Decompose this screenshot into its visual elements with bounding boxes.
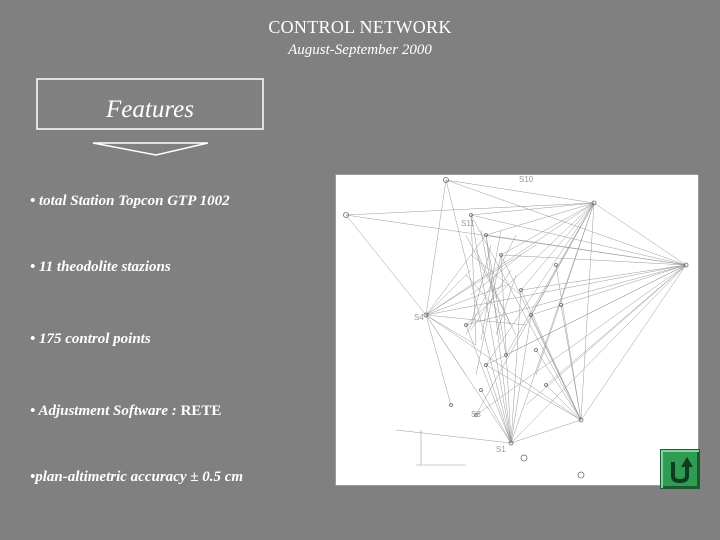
feature-software-name: RETE [180,403,222,419]
feature-item-control-points: • 175 control points [30,331,151,347]
feature-item-total-station: • total Station Topcon GTP 1002 [30,193,230,209]
station-label-s4: S4 [414,313,424,322]
return-button[interactable] [660,449,700,489]
network-lines [336,175,698,485]
return-arrow-icon [661,450,699,488]
slide-title: CONTROL NETWORK [268,17,452,37]
feature-item-accuracy: •plan-altimetric accuracy ± 0.5 cm [30,469,244,485]
station-label-s8: S8 [471,410,481,419]
slide-subtitle: August-September 2000 [288,42,432,58]
station-label-s10: S10 [519,175,534,184]
control-network-diagram [335,174,699,486]
station-label-s1: S1 [496,445,506,454]
feature-item-stations: • 11 theodolite stazions [30,259,171,275]
features-heading: Features [106,96,194,123]
feature-software-label: • Adjustment Software : [30,403,181,419]
feature-item-software [30,403,221,420]
station-label-s11: S11 [461,219,475,228]
